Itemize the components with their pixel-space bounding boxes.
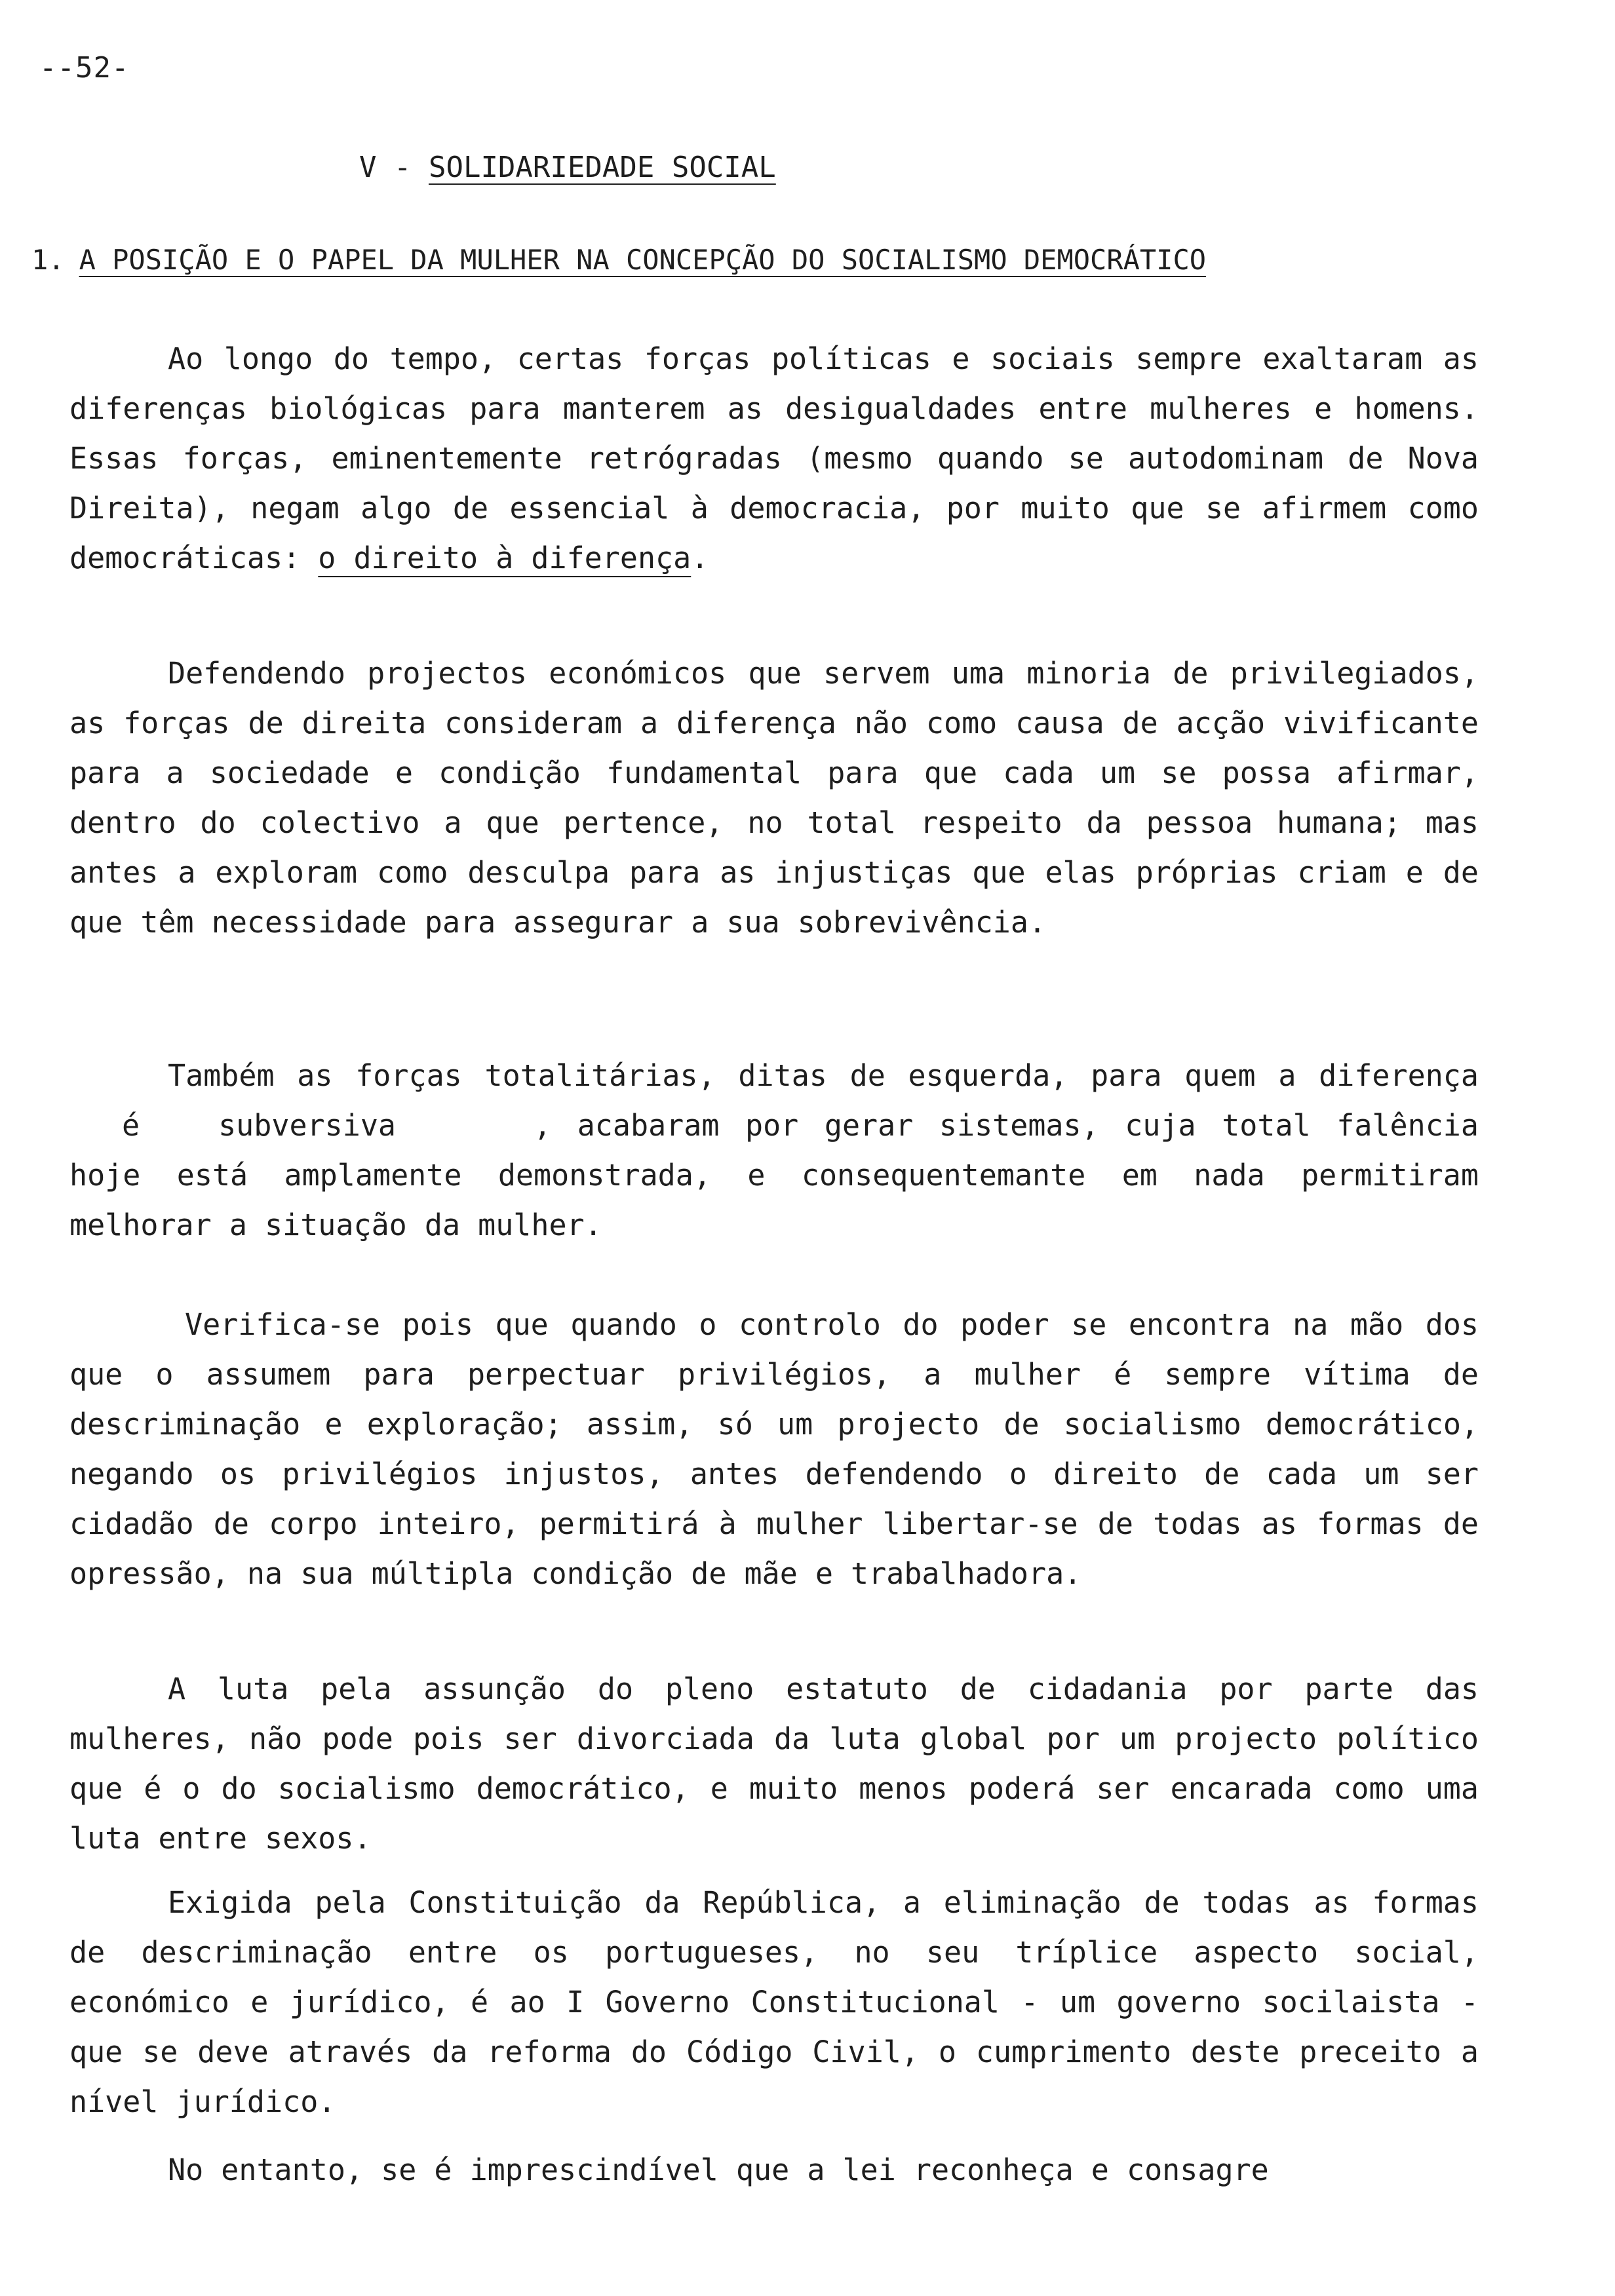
paragraph-1-text: Ao longo do tempo, certas forças políticas e sociais sempre exaltaram as diferenças biológicas para manterem as desigualdades entre mulheres e homens. Essas forças, eminentemente retrógradas (mesmo quando se autodominam de Nova Direita), negam algo de essencial à democracia, por muito que se afirmem como democráticas: bbox=[69, 341, 1479, 575]
chapter-heading bbox=[359, 151, 776, 184]
paragraph-6: Exigida pela Constituição da República, a eliminação de todas as formas de descriminação entre os portugueses, no seu tríplice aspecto social, económico e jurídico, é ao I Governo Constitucional - um governo socilaista - que se deve através da reforma do Código Civil, o cumprimento deste preceito a nível jurídico. bbox=[69, 1885, 1479, 2119]
paragraph-2: Defendendo projectos económicos que servem uma minoria de privilegiados, as forças de direita consideram a diferença não como causa de acção vivificante para a sociedade e condição fundamental para que cada um se possa afirmar, dentro do colectivo a que pertence, no total respeito da pessoa humana; mas antes a exploram como desculpa para as injustiças que elas próprias criam e de que têm necessidade para assegurar a sua sobrevivência. bbox=[69, 656, 1479, 940]
paragraph-3 bbox=[69, 1051, 1479, 1250]
paragraph-3-word-1: é bbox=[122, 1108, 140, 1143]
paragraph-1-end: . bbox=[691, 541, 709, 575]
paragraph-3-start: Também as forças totalitárias, ditas de esquerda, para quem a diferença bbox=[168, 1058, 1479, 1093]
section-heading bbox=[31, 244, 1206, 276]
section-number: 1. bbox=[31, 244, 65, 276]
page-number: --52- bbox=[39, 51, 130, 85]
paragraph-3-word-2: subversiva bbox=[218, 1108, 397, 1143]
chapter-prefix: V - bbox=[359, 151, 429, 184]
paragraph-1 bbox=[69, 334, 1479, 583]
paragraph-1-emphasis: o direito à diferença bbox=[318, 541, 691, 575]
paragraph-4: Verifica-se pois que quando o controlo do poder se encontra na mão dos que o assumem para perpectuar privilégios, a mulher é sempre vítima de descriminação e exploração; assim, só um projecto de socialismo democrático, negando os privilégios injustos, antes defendendo o direito de cada um ser cidadão de corpo inteiro, permitirá à mulher libertar-se de todas as formas de opressão, na sua múltipla condição de mãe e trabalhadora. bbox=[69, 1307, 1479, 1591]
paragraph-7: No entanto, se é imprescindível que a lei reconheça e consagre bbox=[168, 2152, 1269, 2187]
paragraph-5: A luta pela assunção do pleno estatuto de cidadania por parte das mulheres, não pode pois ser divorciada da luta global por um projecto político que é o do socialismo democrático, e muito menos poderá ser encarada como uma luta entre sexos. bbox=[69, 1672, 1479, 1856]
paragraph-3-end: , acabaram por gerar sistemas, cuja total falência hoje está amplamente demonstrada, e consequentemante em nada permitiram melhorar a situação da mulher. bbox=[69, 1108, 1479, 1242]
chapter-title: SOLIDARIEDADE SOCIAL bbox=[428, 151, 776, 184]
section-title: A POSIÇÃO E O PAPEL DA MULHER NA CONCEPÇÃO DO SOCIALISMO DEMOCRÁTICO bbox=[79, 244, 1207, 276]
